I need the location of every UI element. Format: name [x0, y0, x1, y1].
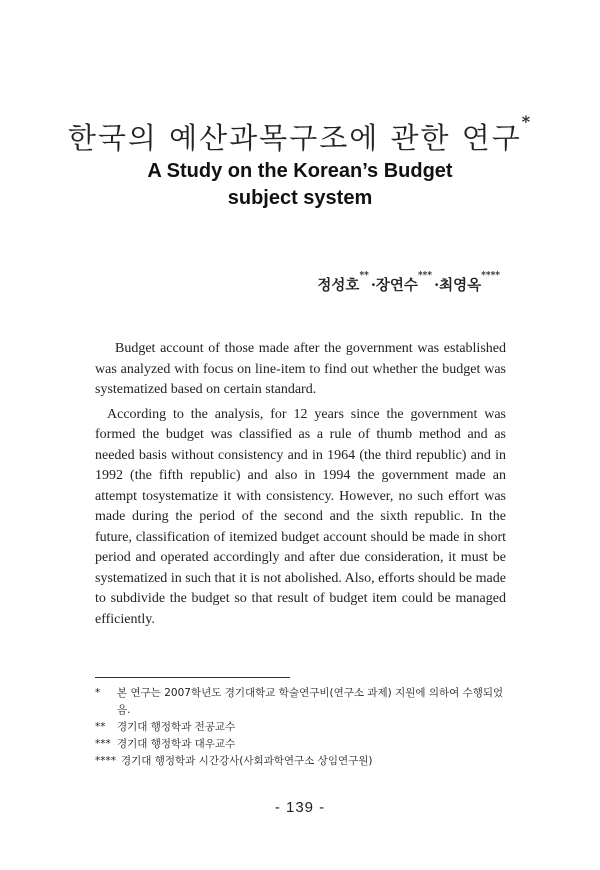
- author-separator: ·: [434, 277, 440, 294]
- author-separator: ·: [370, 277, 376, 294]
- korean-title: [0, 112, 600, 157]
- abstract-paragraph: Budget account of those made after the government was established was analyzed with focus on line-item to find out whether the budget was systematized based on certain standard.: [95, 341, 506, 397]
- author-name: 정성호: [317, 277, 360, 294]
- footnote: [95, 736, 510, 753]
- footnote-mark: ***: [95, 738, 111, 750]
- author-mark: **: [359, 271, 369, 281]
- korean-title-text: 한국의 예산과목구조에 관한 연구: [67, 121, 522, 155]
- footnote-mark: *: [95, 687, 101, 699]
- english-title-line-1: A Study on the Korean’s Budget: [147, 160, 453, 182]
- page-number: - 139 -: [274, 799, 326, 816]
- title-footnote-mark: *: [521, 112, 533, 131]
- footnote: [95, 685, 510, 719]
- author-mark: ***: [417, 271, 433, 281]
- author-name: 장연수: [375, 277, 418, 294]
- footnote-text: 경기대 행정학과 대우교수: [117, 738, 236, 750]
- author-name: 최영옥: [439, 277, 482, 294]
- author-list: [317, 271, 502, 295]
- english-title: [0, 158, 600, 212]
- footnote-text: 본 연구는 2007학년도 경기대학교 학술연구비(연구소 과제) 지원에 의하여 수행되었음.: [117, 687, 504, 716]
- footnote-divider: [95, 677, 290, 678]
- english-title-line-2: subject system: [227, 187, 373, 209]
- footnote-mark: ****: [95, 755, 116, 767]
- footnote: [95, 719, 510, 736]
- footnote-text: 경기대 행정학과 전공교수: [117, 721, 236, 733]
- abstract: [95, 339, 506, 630]
- footnote: [95, 753, 510, 770]
- abstract-paragraph: According to the analysis, for 12 years since the government was formed the budget was classified as a rule of thumb method and as needed basis without consistency and in 1964 (the third republic) and in 1992 (the fifth republic) and also in 1994 the government made an attempt tosystematize it with consistency. However, no such effort was made during the period of the second and the sixth republic. In the future, classification of itemized budget account should be made in short period and operated accordingly and after due consideration, it must be systematized in such that it is not abolished. Also, efforts should be made to subdivide the budget so that result of budget item could be managed efficiently.: [95, 406, 506, 627]
- footnote-text: 경기대 행정학과 시간강사(사회과학연구소 상임연구원): [121, 755, 373, 767]
- footnotes: [95, 685, 510, 770]
- author-mark: ****: [481, 271, 500, 281]
- footnote-mark: **: [95, 721, 106, 733]
